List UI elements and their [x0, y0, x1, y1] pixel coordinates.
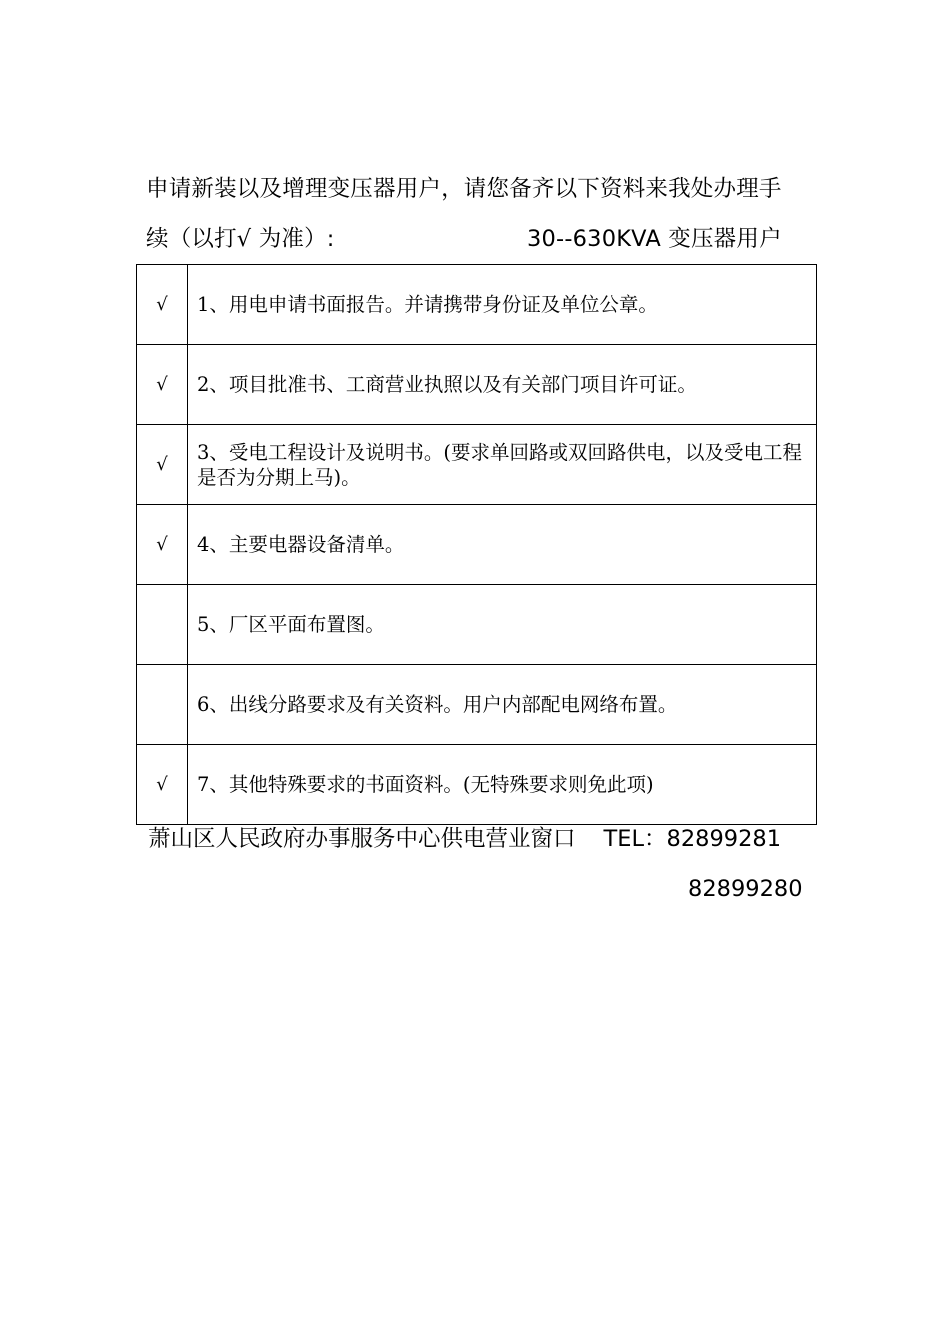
check-mark: √ [137, 265, 188, 345]
requirement-item: 7、其他特殊要求的书面资料。(无特殊要求则免此项) [188, 745, 817, 825]
requirement-note: 并请携带身份证及单位公章。 [404, 293, 658, 316]
check-mark: √ [137, 505, 188, 585]
check-mark: √ [137, 745, 188, 825]
phone-number: TEL：82899281 [603, 826, 782, 852]
intro-line-2 [146, 214, 826, 264]
table-row [137, 505, 817, 585]
intro-line-1: 申请新装以及增理变压器用户，请您备齐以下资料来我处办理手 [146, 176, 782, 202]
table-row [137, 265, 817, 345]
office-name: 萧山区人民政府办事服务中心供电营业窗口 [148, 826, 576, 852]
table-row [137, 665, 817, 745]
check-mark: √ [137, 345, 188, 425]
check-mark: √ [137, 425, 188, 505]
intro-line-2-text: 续（以打√ 为准）: [146, 226, 335, 252]
requirement-item: 2、项目批准书、工商营业执照以及有关部门项目许可证。 [188, 345, 817, 425]
intro-text [146, 164, 826, 264]
requirement-text: 1、用电申请书面报告。 [197, 293, 405, 316]
table-row [137, 745, 817, 825]
table-row [137, 345, 817, 425]
requirement-item: 3、受电工程设计及说明书。(要求单回路或双回路供电，以及受电工程是否为分期上马)。 [188, 425, 817, 505]
transformer-capacity-label: 30--630KVA 变压器用户 [527, 226, 782, 252]
table-row [137, 585, 817, 665]
requirement-item: 4、主要电器设备清单。 [188, 505, 817, 585]
requirement-item [188, 265, 817, 345]
check-mark [137, 665, 188, 745]
requirements-table [136, 264, 817, 825]
phone-number-secondary: 82899280 [688, 876, 803, 902]
office-contact [148, 818, 781, 860]
check-mark [137, 585, 188, 665]
table-row [137, 425, 817, 505]
requirement-item: 6、出线分路要求及有关资料。用户内部配电网络布置。 [188, 665, 817, 745]
requirement-item: 5、厂区平面布置图。 [188, 585, 817, 665]
